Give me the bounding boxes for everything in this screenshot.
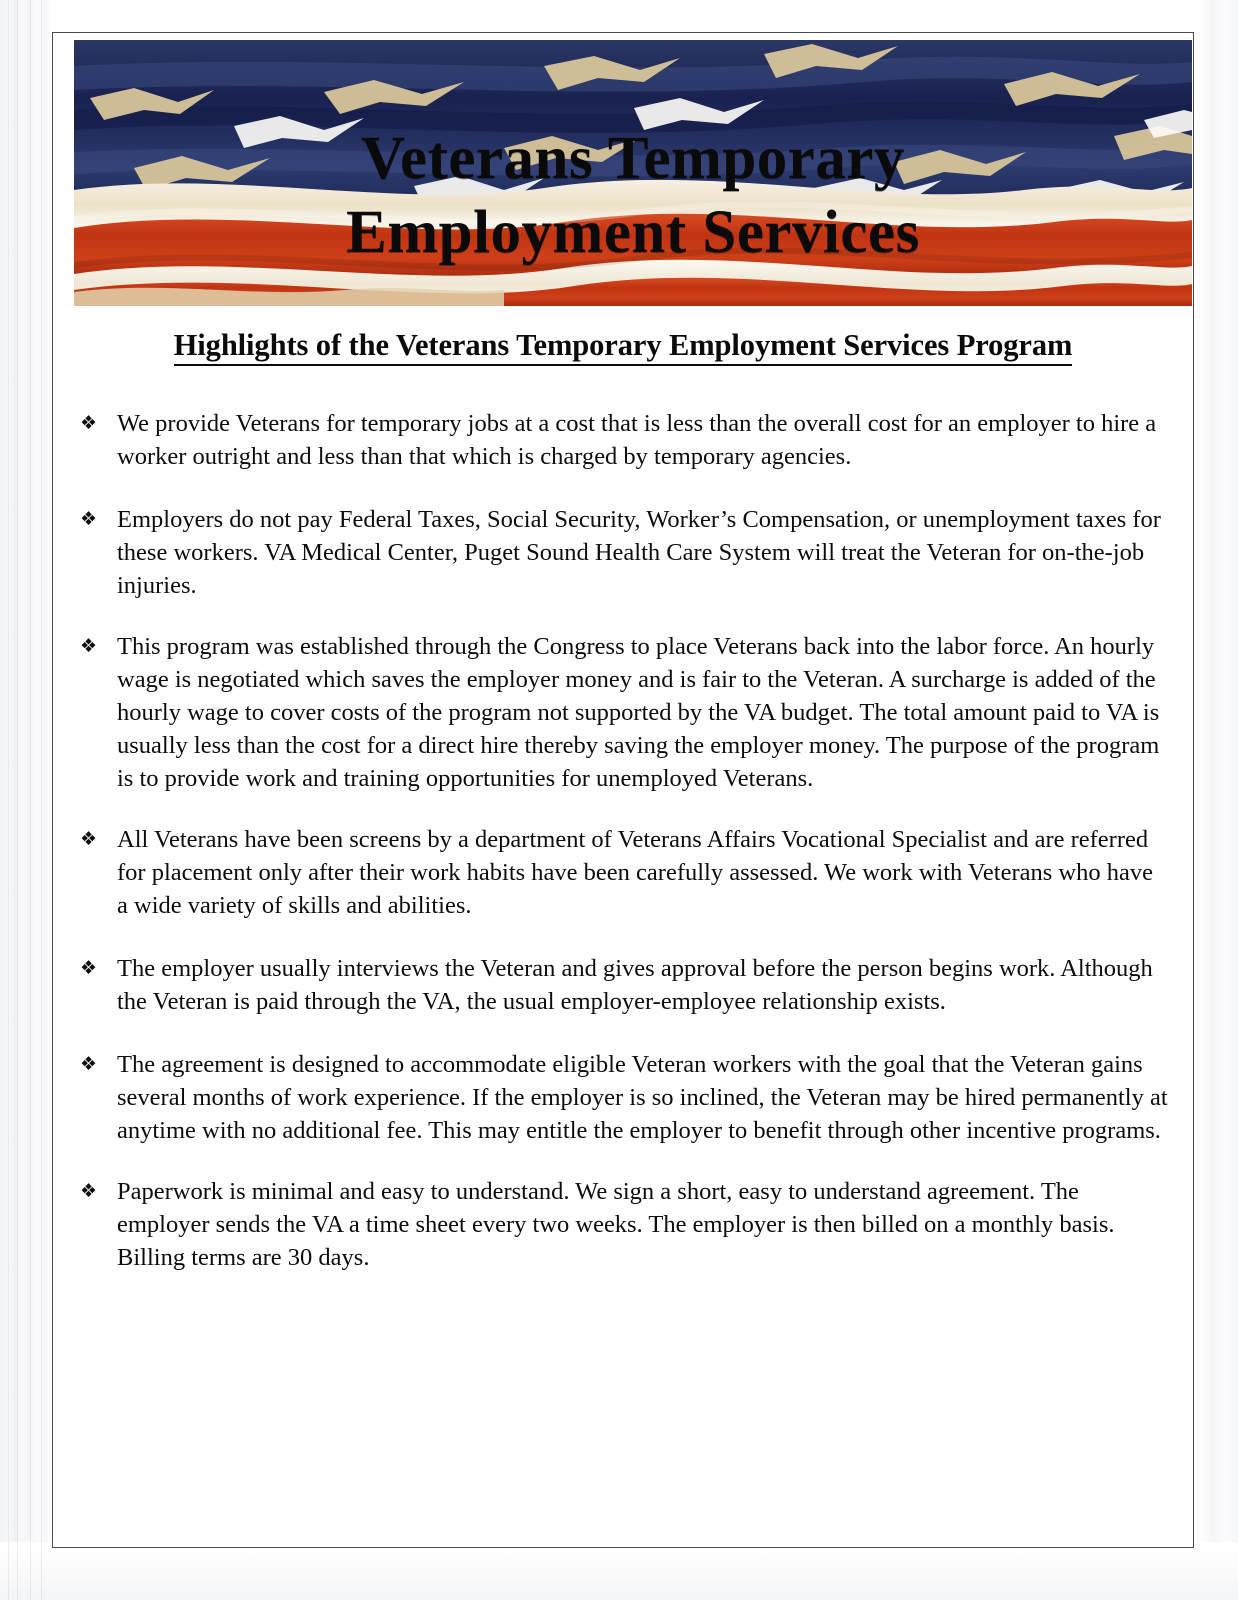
diamond-bullet-icon: ❖ <box>80 1053 98 1075</box>
diamond-bullet-icon: ❖ <box>80 828 98 850</box>
scan-streak <box>30 0 31 1600</box>
banner-title-line-2: Employment Services <box>346 199 920 266</box>
list-item-text: Paperwork is minimal and easy to understand. We sign a short, easy to understand agreement. The employer sends the VA a time sheet every two weeks. The employer is then billed on a monthly basis. Billing terms are 30 days. <box>117 1178 1115 1271</box>
diamond-bullet-icon: ❖ <box>80 508 98 530</box>
diamond-bullet-icon: ❖ <box>80 1180 98 1202</box>
list-item <box>77 1048 1169 1147</box>
list-item <box>77 630 1169 795</box>
list-item-text: The employer usually interviews the Veteran and gives approval before the person begins work. Although the Veteran is paid through the VA, the usual employer-employee relationship exists. <box>117 955 1153 1015</box>
scan-edge-shadow-bottom <box>0 1542 1238 1600</box>
diamond-bullet-icon: ❖ <box>80 635 98 657</box>
scan-streak <box>17 0 18 1600</box>
flag-banner-image <box>74 40 1192 306</box>
scan-streak <box>41 0 42 1600</box>
page-title <box>53 328 1193 363</box>
list-item-text: All Veterans have been screens by a department of Veterans Affairs Vocational Specialist and are referred for placement only after their work habits have been carefully assessed. We work with Veterans who have a wide variety of skills and abilities. <box>117 826 1153 919</box>
list-item <box>77 407 1169 473</box>
list-item <box>77 1175 1169 1274</box>
diamond-bullet-icon: ❖ <box>80 957 98 979</box>
banner-title-line-1: Veterans Temporary <box>361 125 905 193</box>
scan-streak <box>8 0 9 1600</box>
page-title-text: Highlights of the Veterans Temporary Employment Services Program <box>174 328 1073 366</box>
document-page <box>52 32 1194 1548</box>
list-item-text: Employers do not pay Federal Taxes, Social Security, Worker’s Compensation, or unemployment taxes for these workers. VA Medical Center, Puget Sound Health Care System will treat the Veteran for on-the-job injuries. <box>117 506 1161 599</box>
scan-edge-shadow-right <box>1194 0 1238 1600</box>
list-item <box>77 503 1169 602</box>
list-item <box>77 823 1169 922</box>
list-item-text: We provide Veterans for temporary jobs at a cost that is less than the overall cost for an employer to hire a worker outright and less than that which is charged by temporary agencies. <box>117 410 1157 470</box>
list-item <box>77 952 1169 1018</box>
list-item-text: This program was established through the Congress to place Veterans back into the labor force. An hourly wage is negotiated which saves the employer money and is fair to the Veteran. A surcharge is added of the hourly wage to cover costs of the program not supported by the VA budget. The total amount paid to VA is usually less than the cost for a direct hire thereby saving the employer money. The purpose of the program is to provide work and training opportunities for unemployed Veterans. <box>117 633 1160 792</box>
diamond-bullet-icon: ❖ <box>80 412 98 434</box>
highlights-list <box>77 407 1169 1274</box>
list-item-text: The agreement is designed to accommodate eligible Veteran workers with the goal that the Veteran gains several months of work experience. If the employer is so inclined, the Veteran may be hired permanently at anytime with no additional fee. This may entitle the employer to benefit through other incentive programs. <box>117 1051 1168 1144</box>
